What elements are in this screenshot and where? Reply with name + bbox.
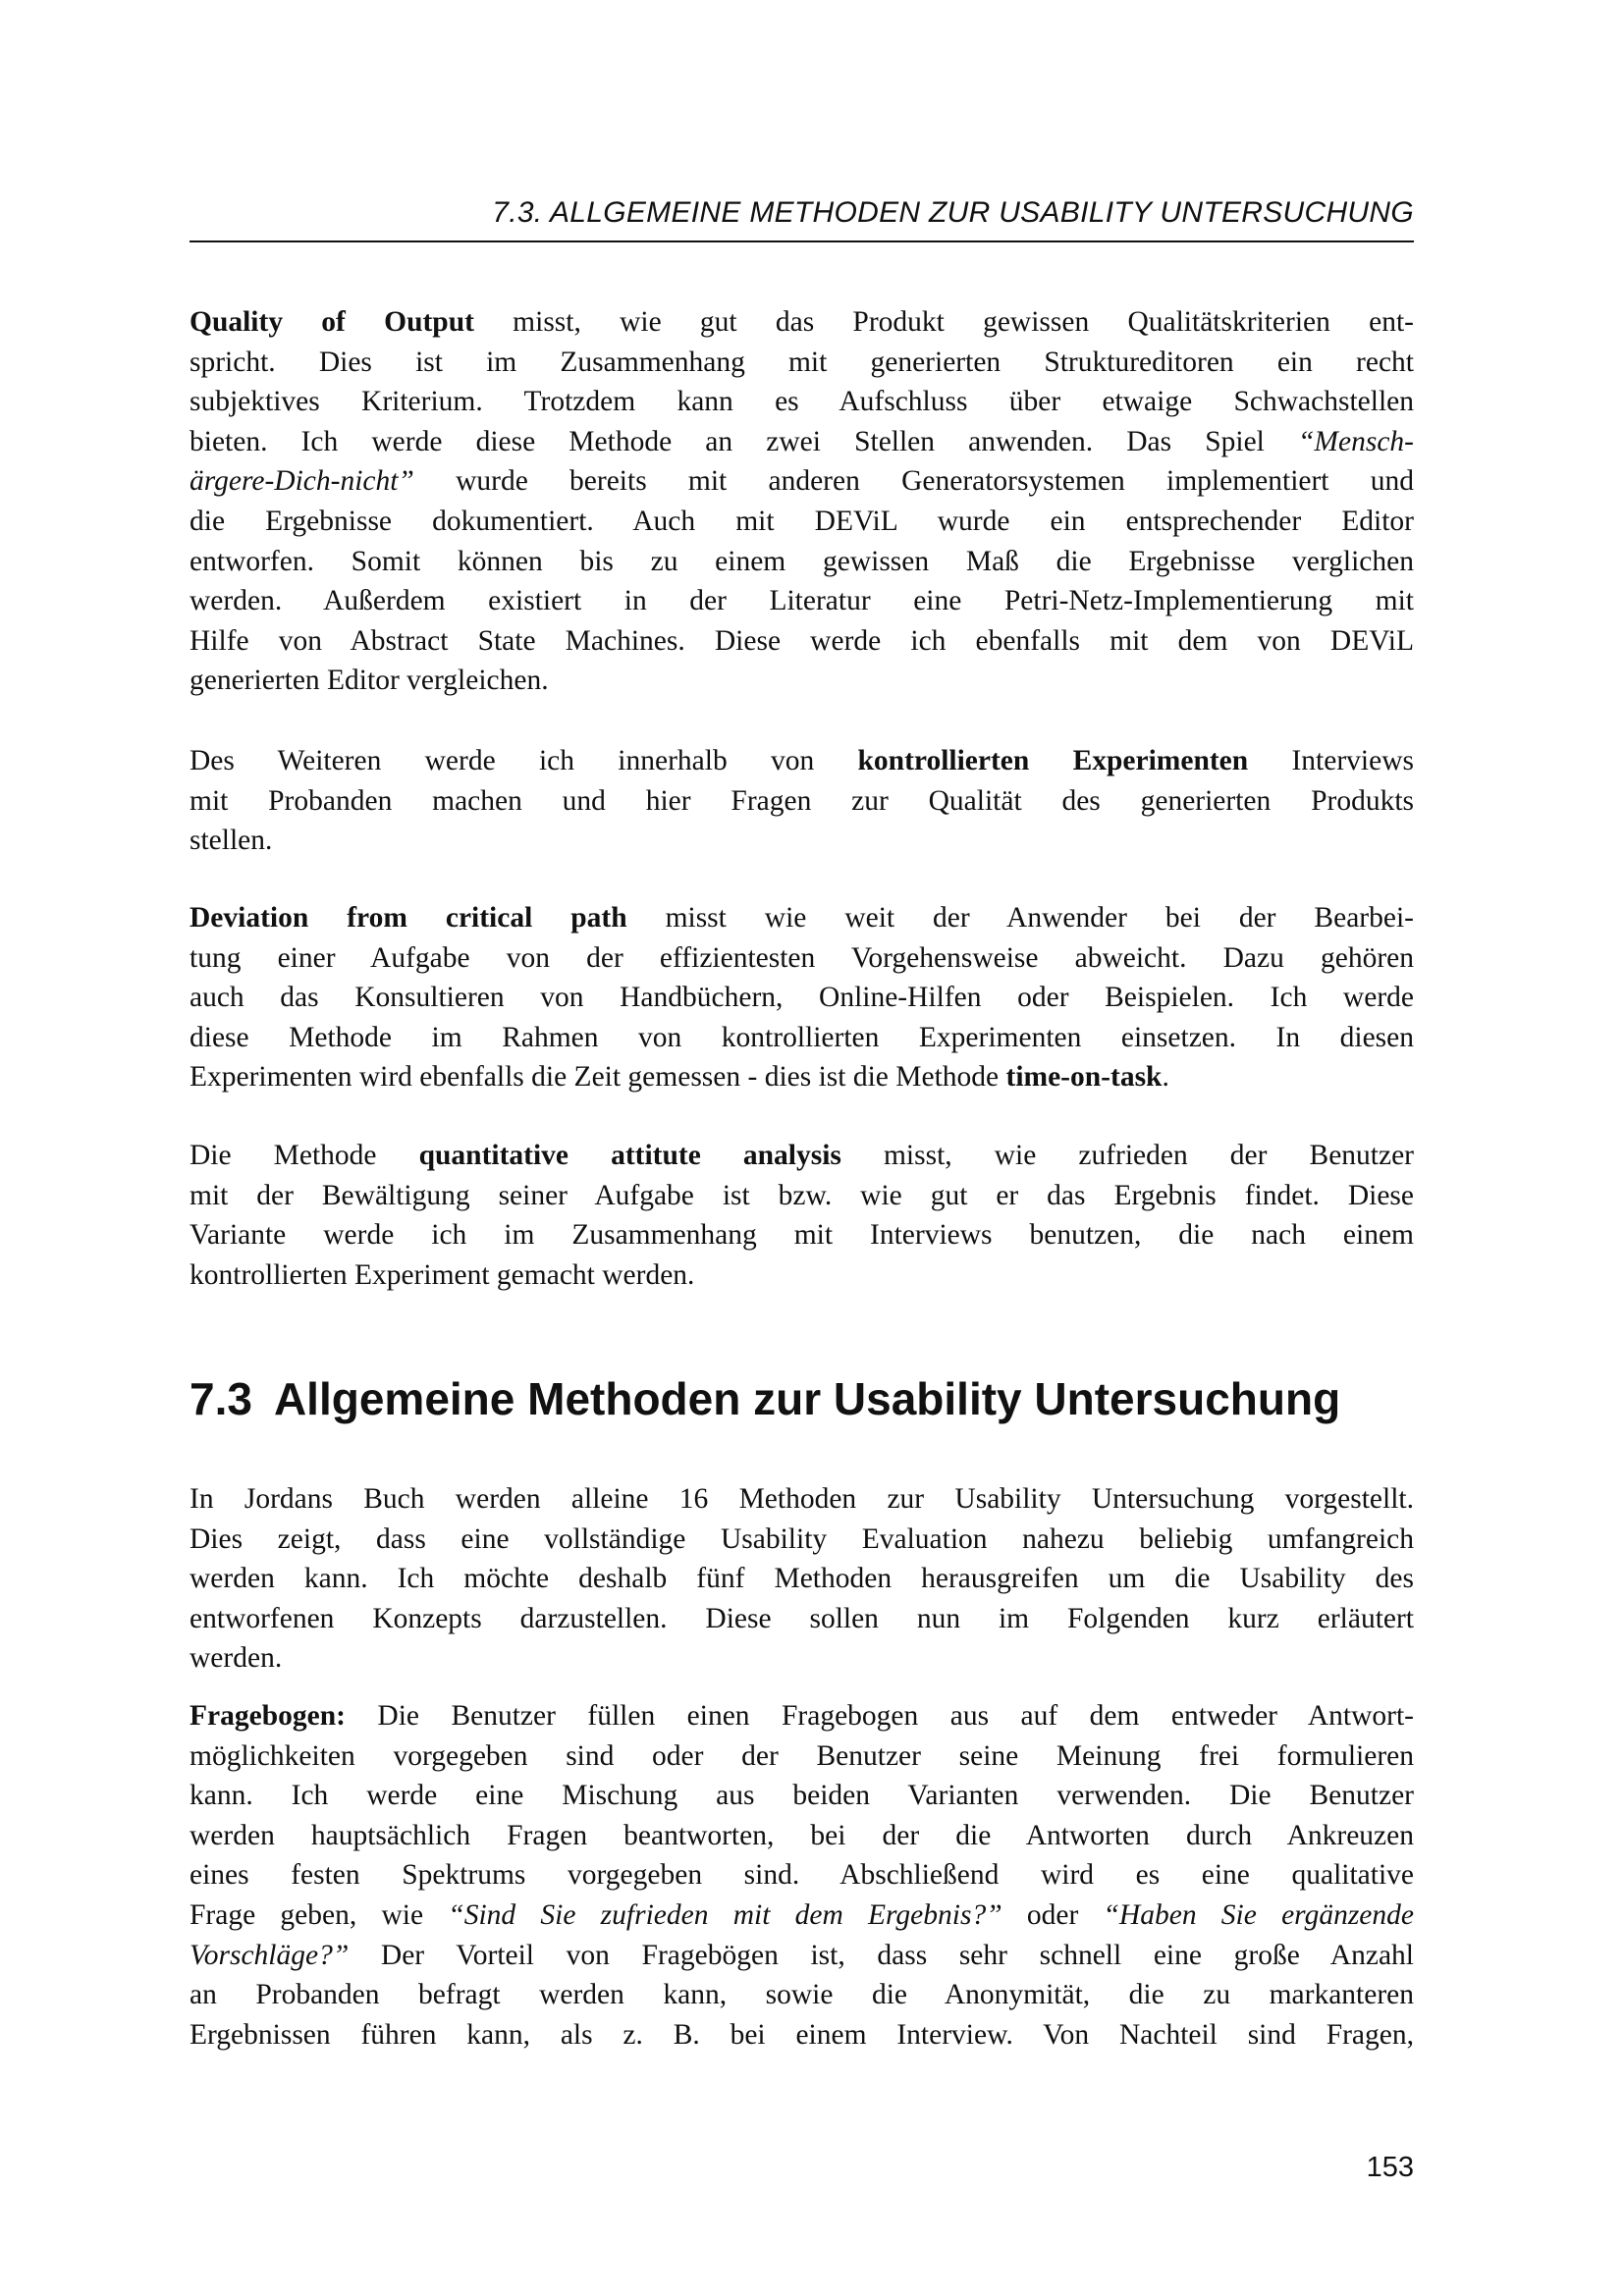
text-run: Interviews (1248, 745, 1414, 776)
text-line (189, 1479, 1414, 1520)
italic-text: “Sind Sie zufrieden mit dem Ergebnis?” (448, 1898, 1002, 1931)
text-run: mit Probanden machen und hier Fragen zur Qualität des generierten Produkts (189, 784, 1414, 817)
text-line (189, 343, 1414, 383)
text-run: werden. (189, 1642, 283, 1675)
running-header: 7.3. ALLGEMEINE METHODEN ZUR USABILITY UNTERSUCHUNG (492, 196, 1414, 229)
paragraph-attitude-analysis (189, 1136, 1414, 1295)
text-line (189, 1975, 1414, 2015)
section-title: Allgemeine Methoden zur Usability Untersuchung (273, 1373, 1341, 1424)
text-run: werden hauptsächlich Fragen beantworten, bei der die Antworten durch Ankreuzen (189, 1819, 1414, 1851)
text-line (189, 1559, 1414, 1599)
text-line (189, 741, 1414, 781)
text-run: misst, wie gut das Produkt gewissen Qualitätskriterien ent- (473, 306, 1414, 338)
text-line (189, 422, 1414, 462)
text-run: kontrollierten Experiment gemacht werden. (189, 1258, 695, 1291)
text-line (189, 621, 1414, 662)
text-line (189, 461, 1414, 502)
paragraph-controlled-experiments (189, 741, 1414, 861)
italic-text: “Mensch- (1298, 425, 1414, 457)
header-rule (189, 240, 1414, 242)
text-run: stellen. (189, 825, 273, 857)
text-run: Ergebnissen führen kann, als z. B. bei einem Interview. Von Nachteil sind Fragen, (189, 2018, 1414, 2051)
bold-term: Quality of Output (189, 306, 474, 338)
bold-term: Deviation from critical path (189, 902, 627, 934)
text-run: spricht. Dies ist im Zusammenhang mit generierten Struktureditoren ein recht (189, 346, 1414, 378)
text-run: Die Benutzer füllen einen Fragebogen aus auf dem entweder Antwort- (345, 1700, 1414, 1732)
text-run: werden kann. Ich möchte deshalb fünf Methoden herausgreifen um die Usability des (189, 1563, 1414, 1595)
text-run: Frage geben, wie (189, 1898, 449, 1931)
text-line (189, 1736, 1414, 1777)
text-line (189, 542, 1414, 582)
page-number: 153 (1366, 2152, 1414, 2183)
text-run: eines festen Spektrums vorgegeben sind. Abschließend wird es eine qualitative (189, 1859, 1414, 1892)
text-run: Die Methode (189, 1140, 419, 1171)
text-run: generierten Editor vergleichen. (189, 665, 549, 697)
bold-term: quantitative attitute analysis (418, 1140, 841, 1171)
text-run: werden. Außerdem existiert in der Literatur eine Petri-Netz-Implementierung mit (189, 585, 1414, 617)
text-line (189, 938, 1414, 979)
text-line (189, 302, 1414, 343)
text-line (189, 1896, 1414, 1936)
text-line (189, 1520, 1414, 1560)
text-run: Experimenten wird ebenfalls die Zeit gemessen - dies ist die Methode (189, 1061, 1006, 1094)
text-run: tung einer Aufgabe von der effizientesten Vorgehensweise abweicht. Dazu gehören (189, 941, 1414, 974)
paragraph-deviation-critical-path (189, 898, 1414, 1097)
text-line (189, 1136, 1414, 1176)
text-line (189, 1215, 1414, 1255)
text-line (189, 661, 1414, 701)
text-line (189, 1176, 1414, 1216)
paragraph-quality-of-output (189, 302, 1414, 701)
text-line (189, 978, 1414, 1018)
text-run: Des Weiteren werde ich innerhalb von (189, 745, 858, 776)
paragraph-intro-methods (189, 1479, 1414, 1679)
text-run: an Probanden befragt werden kann, sowie die Anonymität, die zu markanteren (189, 1979, 1414, 2011)
text-line (189, 1599, 1414, 1639)
italic-text: “Haben Sie ergänzende (1103, 1898, 1414, 1931)
text-run: misst wie weit der Anwender bei der Bearbei- (626, 902, 1414, 934)
text-run: diese Methode im Rahmen von kontrollierten Experimenten einsetzen. In diesen (189, 1021, 1414, 1053)
bold-term: kontrollierten Experimenten (857, 745, 1249, 776)
text-line (189, 2015, 1414, 2056)
text-line (189, 821, 1414, 861)
bold-term: time-on-task (1005, 1061, 1163, 1094)
text-line (189, 1696, 1414, 1736)
text-run: entworfen. Somit können bis zu einem gewissen Maß die Ergebnisse verglichen (189, 545, 1414, 577)
text-line (189, 1816, 1414, 1856)
text-run: entworfenen Konzepts darzustellen. Diese sollen nun im Folgenden kurz erläutert (189, 1602, 1414, 1634)
paragraph-fragebogen (189, 1696, 1414, 2055)
text-line (189, 581, 1414, 621)
text-run: Variante werde ich im Zusammenhang mit Interviews benutzen, die nach einem (189, 1219, 1414, 1252)
text-run: Dies zeigt, dass eine vollständige Usability Evaluation nahezu beliebig umfangreich (189, 1522, 1414, 1555)
text-run: kann. Ich werde eine Mischung aus beiden Varianten verwenden. Die Benutzer (189, 1780, 1414, 1812)
text-line (189, 1018, 1414, 1058)
text-line (189, 781, 1414, 822)
section-number: 7.3 (189, 1373, 252, 1424)
text-line (189, 502, 1414, 542)
bold-term: Fragebogen: (189, 1700, 346, 1732)
italic-text: ärgere-Dich-nicht” (189, 465, 414, 498)
text-run: mit der Bewältigung seiner Aufgabe ist bzw. wie gut er das Ergebnis findet. Diese (189, 1179, 1414, 1211)
text-run: möglichkeiten vorgegeben sind oder der Benutzer seine Meinung frei formulieren (189, 1739, 1414, 1772)
section-heading (189, 1372, 1340, 1425)
text-line (189, 1057, 1414, 1097)
text-run: misst, wie zufrieden der Benutzer (840, 1140, 1414, 1171)
text-line (189, 1255, 1414, 1296)
text-run: In Jordans Buch werden alleine 16 Methoden zur Usability Untersuchung vorgestellt. (189, 1483, 1414, 1515)
text-run: wurde bereits mit anderen Generatorsystemen implementiert und (413, 465, 1414, 498)
text-run: oder (1001, 1898, 1104, 1931)
text-run: Der Vorteil von Fragebögen ist, dass sehr schnell eine große Anzahl (349, 1939, 1414, 1971)
text-run: . (1162, 1061, 1169, 1094)
italic-text: Vorschläge?” (189, 1939, 350, 1971)
text-line (189, 1776, 1414, 1816)
text-line (189, 382, 1414, 422)
text-line (189, 1855, 1414, 1896)
text-run: Hilfe von Abstract State Machines. Diese werde ich ebenfalls mit dem von DEViL (189, 624, 1414, 657)
text-line (189, 898, 1414, 938)
text-run: subjektives Kriterium. Trotzdem kann es Aufschluss über etwaige Schwachstellen (189, 386, 1414, 418)
text-run: auch das Konsultieren von Handbüchern, Online-Hilfen oder Beispielen. Ich werde (189, 982, 1414, 1014)
text-line (189, 1936, 1414, 1976)
text-run: die Ergebnisse dokumentiert. Auch mit DEViL wurde ein entsprechender Editor (189, 505, 1414, 537)
text-run: bieten. Ich werde diese Methode an zwei Stellen anwenden. Das Spiel (189, 425, 1299, 457)
text-line (189, 1638, 1414, 1679)
